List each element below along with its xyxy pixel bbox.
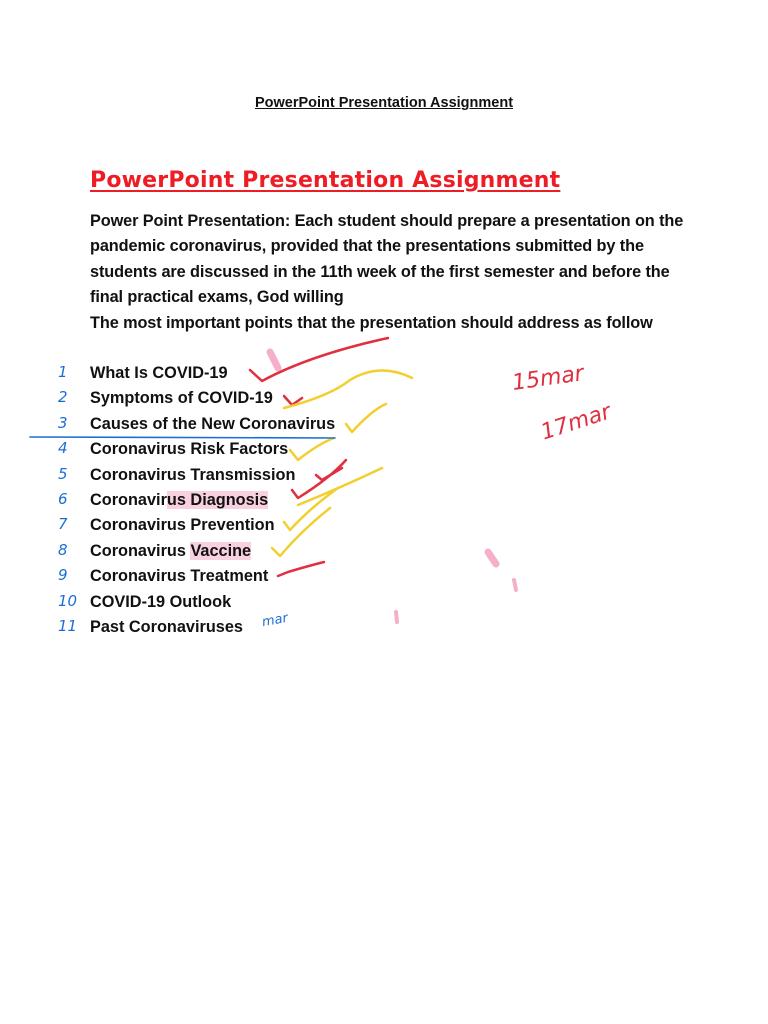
- intro-paragraph: Power Point Presentation: Each student should prepare a presentation on the pandemic coronavirus, provided that the presentations submitted by the students are discussed in the 11th week of the first semester and before the final practical exams, God willing: [90, 212, 684, 307]
- topic-label: Coronavirus Risk Factors: [90, 440, 289, 459]
- topic-item: [90, 539, 335, 564]
- topic-label: Causes of the New Coronavirus: [90, 414, 336, 433]
- topic-item: [90, 615, 335, 640]
- topic-item: [90, 412, 335, 437]
- intro-text: [90, 209, 690, 336]
- handwritten-number: 1: [58, 363, 68, 381]
- handwritten-number: 5: [58, 464, 68, 483]
- topic-item: [90, 361, 335, 386]
- topic-label: Coronavirus Prevention: [90, 516, 275, 535]
- topic-list: [90, 361, 335, 640]
- handwritten-number: 9: [58, 566, 68, 585]
- document-title: PowerPoint Presentation Assignment: [90, 168, 561, 193]
- topic-label: Past Coronaviruses: [90, 618, 243, 637]
- topic-label: What Is COVID-19: [90, 364, 228, 382]
- handwritten-number: 3: [58, 413, 68, 432]
- topic-item: [90, 513, 335, 538]
- topic-item: [90, 463, 335, 488]
- topic-item: [90, 590, 335, 615]
- topic-item: [90, 488, 335, 513]
- intro-paragraph: The most important points that the presentation should address as follow: [90, 313, 653, 332]
- handwritten-number: 2: [58, 388, 68, 407]
- handwritten-note-17mar: 17mar: [537, 399, 615, 446]
- handwritten-number: 4: [58, 439, 68, 458]
- topic-label: Coronavir: [90, 491, 167, 510]
- topic-label: Coronavirus Treatment: [90, 567, 269, 586]
- topic-label: Symptoms of COVID-19: [90, 389, 273, 408]
- handwritten-number: 6: [58, 490, 68, 508]
- topic-item: [90, 386, 335, 411]
- topic-label: Coronavirus Transmission: [90, 465, 296, 484]
- topic-label: Coronavirus: [90, 541, 191, 560]
- highlighted-text: us Diagnosis: [166, 491, 269, 510]
- handwritten-note-15mar: 15mar: [510, 361, 586, 396]
- handwritten-number: 7: [58, 515, 68, 534]
- topic-label: COVID-19 Outlook: [90, 592, 232, 611]
- check-mark-icon: [346, 404, 386, 432]
- handwritten-number: 10: [58, 591, 78, 610]
- handwritten-number: 8: [58, 540, 68, 559]
- handwritten-number: 11: [58, 617, 78, 635]
- page-header: PowerPoint Presentation Assignment: [254, 95, 514, 111]
- topic-item: [90, 564, 335, 589]
- handwritten-note-mar: mar: [260, 610, 290, 631]
- highlighted-text: Vaccine: [190, 541, 252, 560]
- topic-item: [90, 437, 335, 462]
